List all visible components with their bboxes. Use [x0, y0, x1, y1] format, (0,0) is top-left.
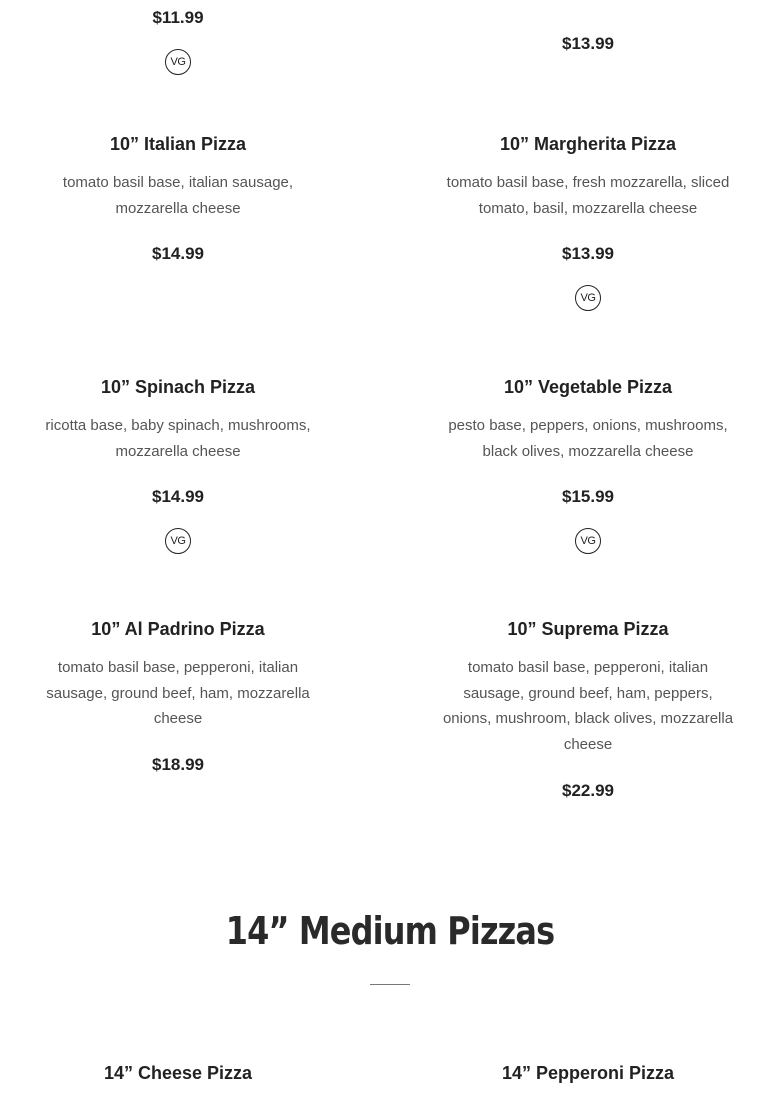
item-name: 14” Cheese Pizza [103, 1063, 253, 1083]
item-description: pesto base, peppers, onions, mushrooms, black olives, mozzarella cheese [448, 417, 728, 460]
item-price: $13.99 [562, 34, 614, 53]
menu-item-pepperoni-pizza [438, 1062, 738, 1084]
item-description: ricotta base, baby spinach, mushrooms, mozzarella cheese [45, 417, 311, 460]
vegetarian-badge-icon: VG [575, 528, 601, 554]
vegetarian-badge-icon: VG [165, 528, 191, 554]
item-price: $22.99 [562, 780, 614, 800]
menu-item-suprema-pizza [438, 618, 738, 802]
item-description: tomato basil base, italian sausage, mozzarella cheese [62, 174, 294, 217]
menu-item-al-padrino-pizza [28, 618, 328, 776]
menu-item-margherita-pizza [438, 133, 738, 311]
item-name: 10” Margherita Pizza [499, 134, 677, 154]
item-name: 10” Suprema Pizza [507, 619, 669, 639]
menu-item-spinach-pizza [28, 376, 328, 554]
item-name: 10” Vegetable Pizza [503, 377, 673, 397]
item-price: $13.99 [562, 244, 614, 264]
menu-item-cheese-pizza [28, 1062, 328, 1084]
item-description: tomato basil base, pepperoni, italian sausage, ground beef, ham, mozzarella cheese [46, 659, 310, 728]
menu-item-partial-right [438, 33, 738, 55]
menu-item-italian-pizza [28, 133, 328, 265]
section-title: 14” Medium Pizzas [225, 909, 555, 953]
menu-item-partial-left [28, 7, 328, 75]
item-name: 10” Al Padrino Pizza [91, 619, 265, 639]
menu-item-vegetable-pizza [438, 376, 738, 554]
item-price: $11.99 [152, 8, 204, 27]
section-divider [370, 984, 410, 985]
item-price: $14.99 [152, 487, 204, 507]
item-price: $18.99 [152, 755, 204, 775]
item-description: tomato basil base, pepperoni, italian sausage, ground beef, ham, peppers, onions, mushroom, black olives, mozzarella cheese [442, 659, 734, 754]
item-name: 14” Pepperoni Pizza [501, 1063, 675, 1083]
item-description: tomato basil base, fresh mozzarella, sliced tomato, basil, mozzarella cheese [446, 174, 730, 217]
item-name: 10” Italian Pizza [109, 134, 247, 154]
vegetarian-badge-icon: VG [575, 285, 601, 311]
item-price: $15.99 [562, 487, 614, 507]
vegetarian-badge-icon: VG [165, 49, 191, 75]
item-name: 10” Spinach Pizza [100, 377, 256, 397]
item-price: $14.99 [152, 244, 204, 264]
